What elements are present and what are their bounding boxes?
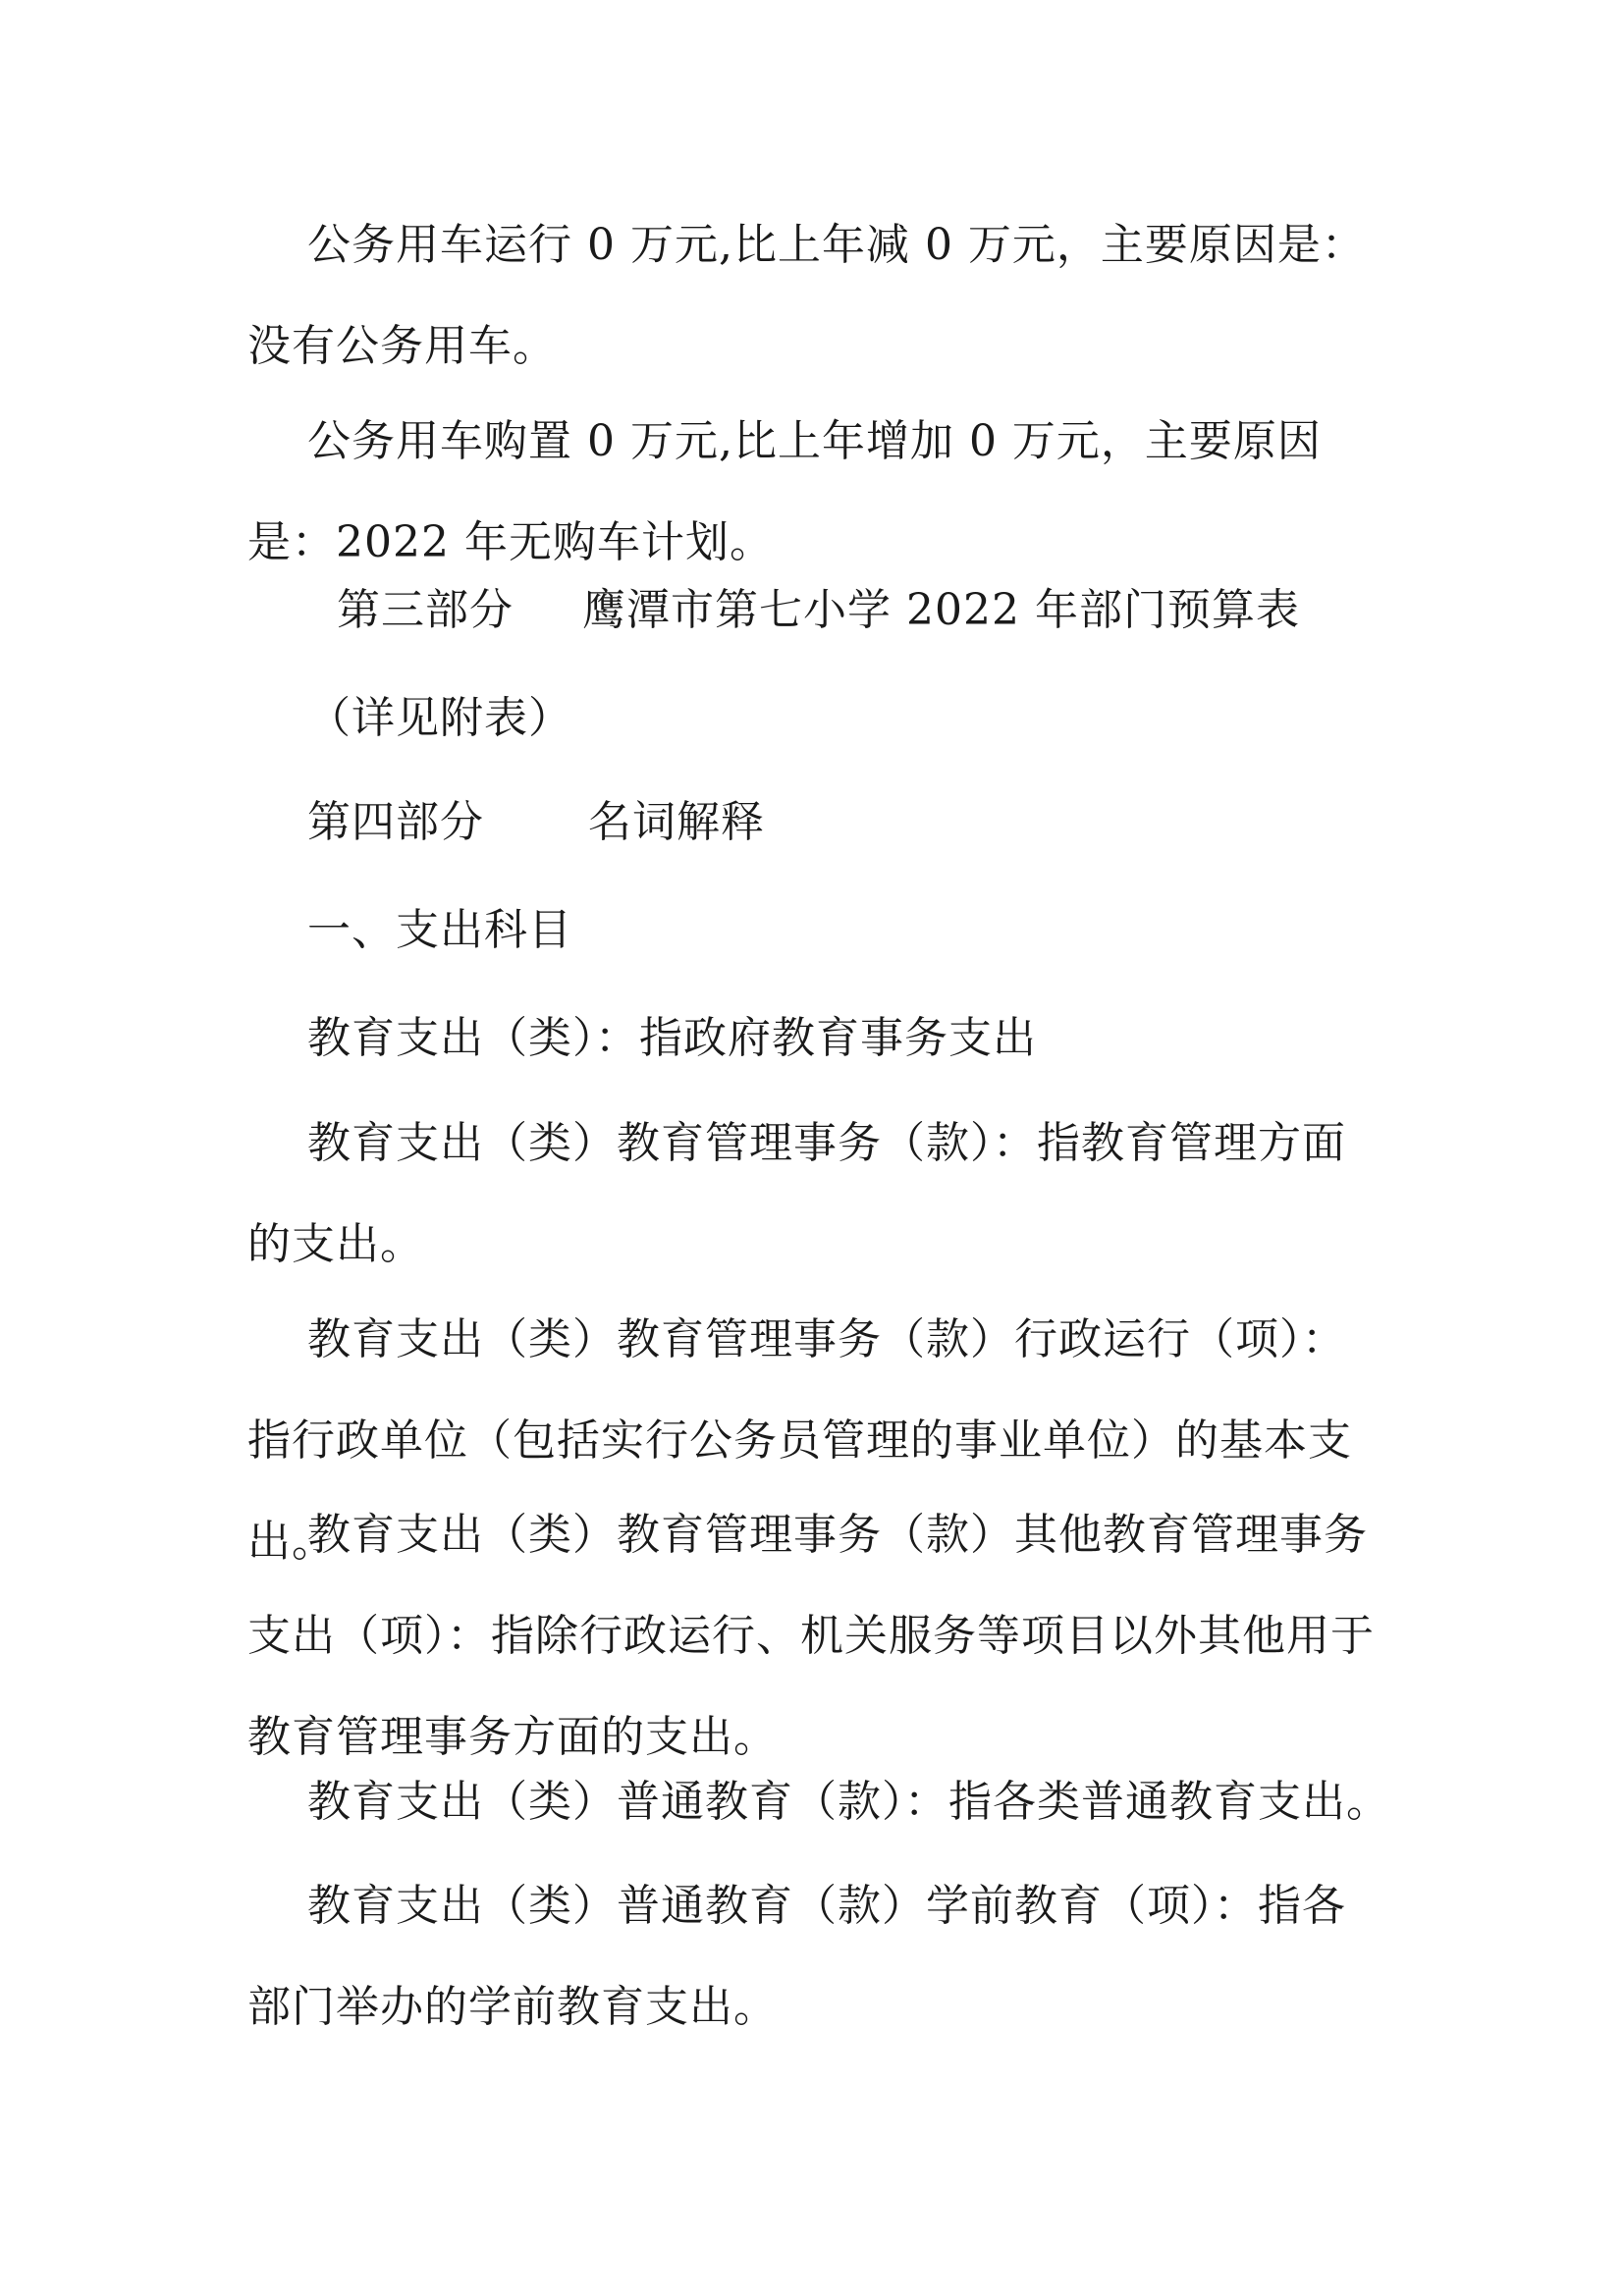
paragraph-general-education: 教育支出（类）普通教育（款）：指各类普通教育支出。	[307, 1777, 1390, 1827]
see-attached-note: （详见附表）	[307, 693, 572, 743]
part4-heading	[307, 793, 765, 852]
part3-title: 鹰潭市第七小学 2022 年部门预算表	[582, 585, 1300, 635]
paragraph-vehicle-operation: 公务用车运行 0 万元,比上年减 0 万元，主要原因是：没有公务用车。	[247, 220, 1366, 371]
part3-heading	[337, 581, 1300, 640]
part4-title: 名词解释	[588, 797, 765, 847]
paragraph-administrative-operation: 教育支出（类）教育管理事务（款）行政运行（项）：指行政单位（包括实行公务员管理的事业单位）的基本支出。	[247, 1314, 1352, 1567]
part4-label: 第四部分	[307, 797, 484, 847]
paragraph-education-management: 教育支出（类）教育管理事务（款）：指教育管理方面的支出。	[247, 1118, 1346, 1269]
part3-label: 第三部分	[337, 585, 514, 635]
paragraph-other-management: 教育支出（类）教育管理事务（款）其他教育管理事务支出（项）：指除行政运行、机关服务等项目以外其他用于教育管理事务方面的支出。	[247, 1510, 1375, 1762]
paragraph-education-expenditure: 教育支出（类）：指政府教育事务支出	[307, 1013, 1037, 1063]
paragraph-preschool-education: 教育支出（类）普通教育（款）学前教育（项）：指各部门举办的学前教育支出。	[247, 1881, 1346, 2032]
paragraph-vehicle-purchase: 公务用车购置 0 万元,比上年增加 0 万元，主要原因是：2022 年无购车计划。	[247, 416, 1322, 567]
section-expenditure-items: 一、支出科目	[307, 905, 572, 955]
